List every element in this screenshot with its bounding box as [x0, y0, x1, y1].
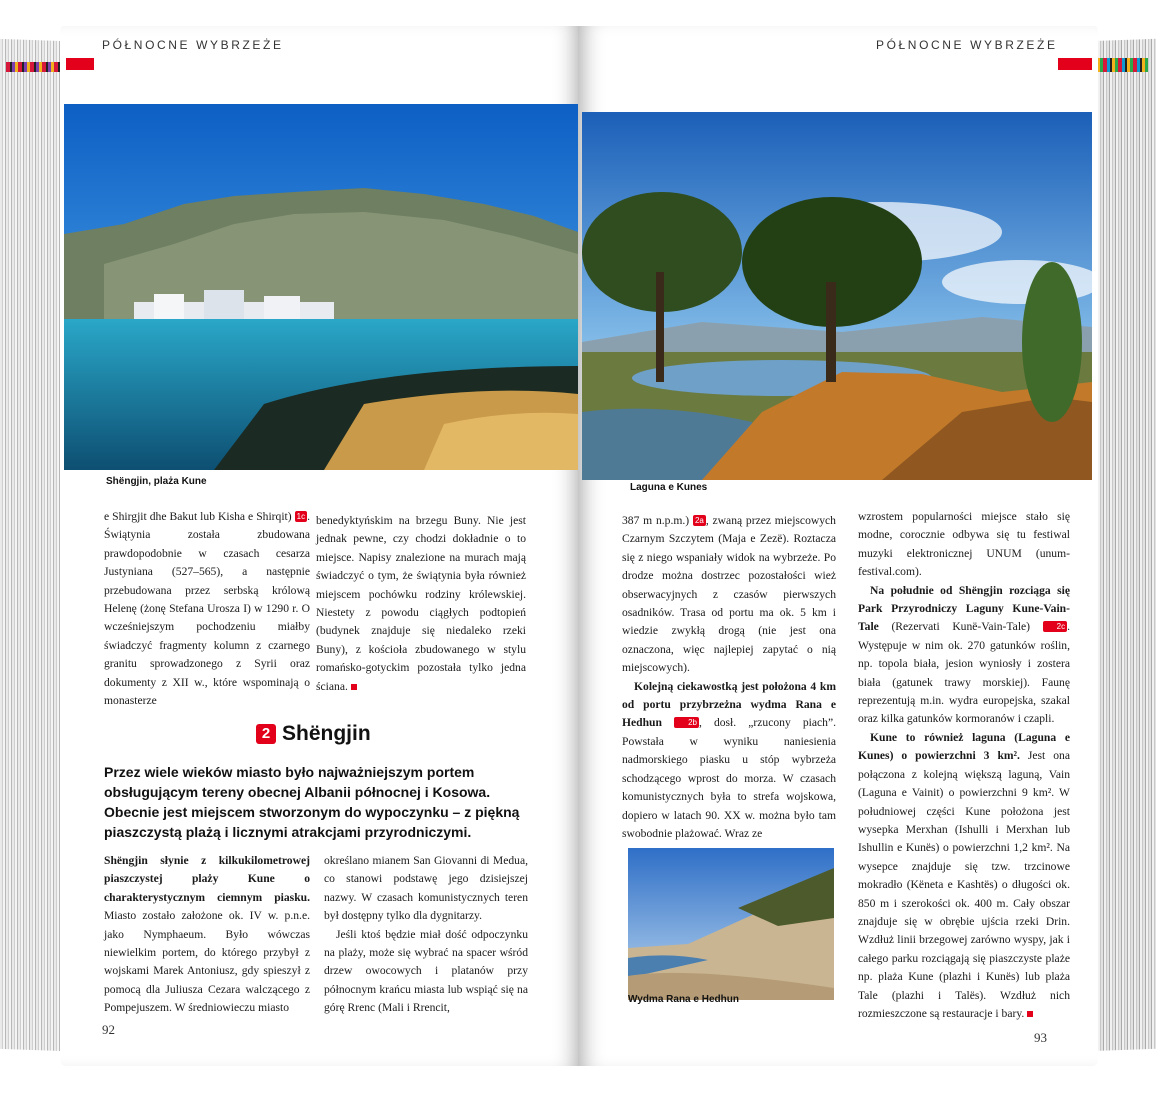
ref-badge-2a: 2a: [694, 516, 704, 525]
photo-caption-left: Shëngjin, plaża Kune: [106, 476, 207, 487]
ref-badge-2c: 2c: [1043, 621, 1067, 632]
text-lagoon: Jest ona połączona z kolejną większą laguną, Vain (Laguna e Vainit) o powierzchni 9 km². W południowej części Kune położona jest wysepka Merxhan (Ishulli i Merxhan lub Ishullin e Kunës) o powierzchni 1,2 km². Na wysepce znajduje się tzw. trzcinowe mokradło (Këneta e Kashtës) o długości ok. 850 m i szerokości ok. 400 m. Cały obszar znajduje się w obrębie ujścia rzeki Drin. Wzdłuż linii brzegowej zarówno wyspy, jak i całego parku rozciągają się piaszczyste plaże np. plaża Kune (plazhi i Kunës) lub plaża Tale (plazhi i Talës). Wzdłuż nich rozmieszczone są restauracje i bary.: [858, 749, 1070, 1020]
paragraph-walk: [324, 926, 528, 1018]
paragraph-dune: [622, 678, 836, 844]
paragraph-lagoon: [858, 729, 1070, 1024]
photo-laguna-kunes-image: [582, 112, 1092, 480]
text-column-2: [316, 512, 526, 696]
text-shengjin-bold: Shëngjin słynie z kilkukilometrowej piaszczystej plaży Kune o charakterystycznym ciemnym piasku.: [104, 854, 310, 904]
text-church-cont: benedyktyńskim na brzegu Buny. Nie jest jednak pewne, czy chodzi dokładnie o to miejsce. Napisy znalezione na murach mają świadczyć o tym, że świątynia była również miejscem pochówku rodziny królewskiej. Niestety z powodu ciągłych podtopień (budynek znajduje się niedaleko rzeki Buny), z kościoła zbudowanego w stylu romańsko-gotyckim pozostała tylko jedna ściana.: [316, 514, 526, 693]
section-heading: [256, 722, 371, 746]
section-number-badge: 2: [256, 724, 276, 744]
text-column-1: [104, 508, 310, 710]
text-column-5: [622, 512, 836, 843]
photo-dune-rana-hedhun: [628, 848, 834, 1000]
text-festival: wzrostem popularności miejsce stało się modne, corocznie odbywa się tu festiwal muzyki elektronicznej UNUM (unum-festival.com).: [858, 510, 1070, 579]
text-lagoon-bold: Kune to również laguna (Laguna e Kunes) o powierzchni 3 km².: [858, 730, 1070, 763]
text-park-bold: Na południe od Shëngjin rozciąga się Park Przyrodniczy Laguny Kune-Vain-Tale: [858, 583, 1070, 634]
text-church-rest: . Świątynia została zbudowana prawdopodobnie w czasach cesarza Justyniana (527–565), a następnie przebudowana przez serbską królową Helenę (żonę Stefana Urosza I) w 1290 r. O wcześniejszym pochodzeniu miałby świadczyć fragmenty kolumn z czarnego granitu sprowadzonego z Syrii oraz dokumenty z XII w., które wspominają o monasterze: [104, 510, 310, 708]
paragraph-park: [858, 582, 1070, 729]
text-park-name: (Rezervati Kunë-Vain-Tale): [878, 620, 1043, 634]
text-shengjin: Miasto zostało założone ok. IV w. p.n.e. jako Nymphaeum. Było wówczas niewielkim portem, do którego przybył z wojskami Marek Antoniusz, gdy spieszył z pomocą dla Juliusza Cezara walczącego z Pompejuszem. W średniowieczu miasto: [104, 909, 310, 1015]
left-page: [60, 26, 580, 1066]
paragraph-shengjin: [104, 852, 310, 1018]
paragraph-festival: [858, 508, 1070, 582]
ref-badge-2b: 2b: [674, 717, 699, 728]
color-tabs-left: [6, 62, 64, 72]
paragraph-medua: [324, 852, 528, 926]
text-church: e Shirgjit dhe Bakut lub Kisha e Shirqit): [104, 510, 295, 523]
lead-paragraph: Przez wiele wieków miasto było najważniejszym portem obsługującym tereny obecnej Albanii północnej i Kosowa. Obecnie jest miejscem stworzonym do wypoczynku – z piękną piaszczystą plażą i licznymi atrakcjami przyrodniczymi.: [104, 764, 520, 840]
text-dune-bold: Kolejną ciekawostką jest położona 4 km od portu przybrzeżna wydma Rana e Hedhun: [622, 679, 836, 730]
end-mark: [351, 684, 357, 690]
paragraph-rrenc: [622, 512, 836, 678]
header-bar-right: [1058, 58, 1092, 70]
inset-caption: Wydma Rana e Hedhun: [628, 994, 739, 1005]
text-rrenc-b: , zwaną przez miejscowych Czarnym Szczytem (Maja e Zezë). Roztacza się z niego wspaniały widok na wybrzeże. Po drodze można dostrzec pozostałości wież obserwacyjnych z czasów pierwszych osadników. Trasa od portu ma ok. 5 km i wiedzie zwykłą drogą (nie jest ona oznaczona, więc najlepiej zapytać o nią miejscowych).: [622, 514, 836, 675]
text-column-3: [104, 852, 310, 1018]
text-medua: określano mianem San Giovanni di Medua, co stanowi podstawę jego dzisiejszej nazwy. W czasach komunistycznych teren był dostępny tylko dla dygnitarzy.: [324, 854, 528, 923]
photo-laguna-kunes: [582, 112, 1092, 480]
photo-caption-right: Laguna e Kunes: [630, 482, 708, 493]
text-dune: , dosł. „rzucony piach”. Powstała w wyniku naniesienia nadmorskiego piasku u stóp wybrzeża schodzącego wprost do morza. W czasach komunistycznych była to strefa wojskowa, dopiero w latach 90. XX w. można było tam swobodnie plażować. Wraz ze: [622, 716, 836, 840]
text-column-4: [324, 852, 528, 1018]
text-park: . Występuje w nim ok. 270 gatunków roślin, np. topola biała, jesion wyniosły i zostera biała (gatunek trawy morskiej). Faunę reprezentują m.in. wydra europejska, szakal oraz kilka gatunków kormoranów i czapli.: [858, 620, 1070, 726]
photo-shengjin-beach-image: [64, 104, 578, 470]
text-rrenc-a: 387 m n.p.m.): [622, 514, 693, 527]
text-column-6: [858, 508, 1070, 1023]
header-bar-left: [66, 58, 94, 70]
page-number-left: 92: [102, 1022, 115, 1037]
paragraph-church-cont: [316, 512, 526, 696]
running-header-right: PÓŁNOCNE WYBRZEŻE: [876, 38, 1058, 52]
page-edges-left: [0, 39, 64, 1051]
ref-badge-1c: 1c: [296, 512, 306, 521]
section-title: Shëngjin: [282, 722, 371, 745]
running-header-left: PÓŁNOCNE WYBRZEŻE: [102, 38, 284, 52]
page-number-right: 93: [1034, 1030, 1047, 1045]
text-walk: Jeśli ktoś będzie miał dość odpoczynku na plaży, może się wybrać na spacer wśród drzew owocowych i platanów przy północnym krańcu miasta lub wspiąć się na górę Rrenc (Mali i Rrencit,: [324, 927, 528, 1015]
paragraph-church: [104, 508, 310, 710]
photo-shengjin-beach: [64, 104, 578, 470]
photo-dune-image: [628, 848, 834, 1000]
end-mark-right: [1027, 1011, 1033, 1017]
right-page: [578, 26, 1098, 1066]
